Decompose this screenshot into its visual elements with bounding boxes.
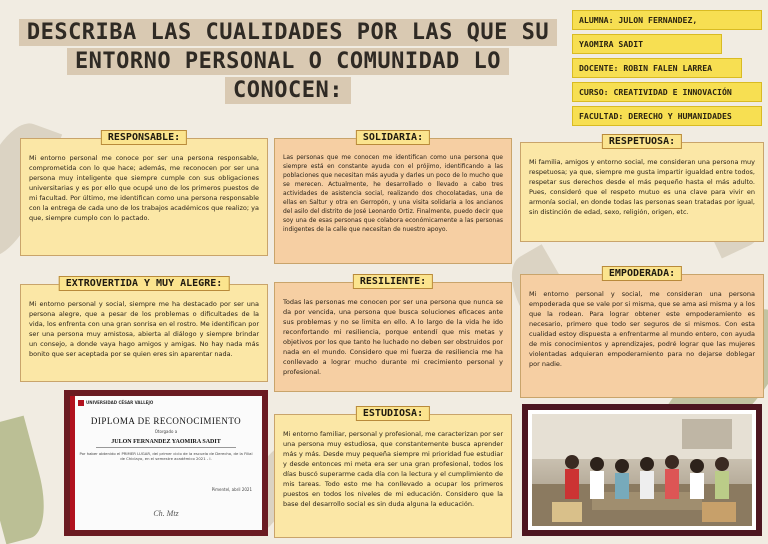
diploma-otorgado: Otorgado a: [154, 429, 178, 434]
info-student-2: YAOMIRA SADIT: [572, 34, 722, 54]
card-title: SOLIDARIA:: [356, 130, 430, 145]
card-text: Todas las personas me conocen por ser una persona que nunca se da por vencida, una persona que busca soluciones eficaces ante sus problemas y no se limita en ello. A lo largo de la vida he ido reconfortando mi resiliencia, porque entendí que mis metas y objetivos por los que tanto he luchado no deben ser obstruidos por nada en el mundo. Considero que mi fuerza de resiliencia me ha conllevado a lograr mucho durante mi crecimiento personal y profesional.: [283, 298, 503, 377]
diploma-body: Por haber obtenido el PRIMER LUGAR, del primer ciclo de la escuela de Derecho, de la Filial de Chiclayo, en el semestre académico 2021 - I.: [79, 451, 253, 462]
photo-illustration: [532, 414, 752, 526]
university-logo: UNIVERSIDAD CÉSAR VALLEJO: [78, 400, 254, 406]
card-text: Mi entorno personal y social, me consideran una persona empoderada que se vale por si misma, que se ama asi misma y a los que la rodean. Para lograr obtener este empoderamiento es necesario, primero que todo ser seguros de si mismos. Con esta cualidad estoy dispuesta a enfrentarme al mundo entero, con ayuda de mis conocimientos y aprendizajes, podré lograr que las mujeres violentadas adquieran empoderamiento para no dejarse doblegar por nadie.: [529, 290, 755, 369]
card-text: Mi entorno personal me conoce por ser una persona responsable, comprometida con lo que hace; además, me reconocen por ser una persona muy inteligente que siempre cumple con sus obligaciones universitarias y es por ello que ocupé uno de los primeros puestos de mi facultad. Por último, me identifican como una persona responsable con la entrega de cada uno de los trabajos académicos que realizo; ya que, siempre cumplo con lo pactado.: [29, 154, 259, 223]
diploma-recipient: JULON FERNANDEZ YAOMIRA SADIT: [111, 439, 221, 445]
group-photo: [522, 404, 762, 536]
divider: [96, 447, 237, 448]
diploma-ribbon: [70, 396, 75, 530]
card-text: Mi entorno personal y social, siempre me ha destacado por ser una persona alegre, que a pesar de los problemas o dificultades de la vida, los enfrenta con una gran sonrisa en el rostro. Me identifican por ser una persona muy amistosa, abierta al diálogo y siempre brindar un consejo, a donde vaya hago amigos y amigas. No hay nada más bonito que ser aceptada por se quien eres sin aparentar nada.: [29, 300, 259, 359]
card-title: RESPONSABLE:: [101, 130, 187, 145]
card-text: Mi familia, amigos y entorno social, me consideran una persona muy respetuosa; ya que, siempre me gusta impartir igualdad entre todos, respetar sus derechos desde el más pequeño hasta el más adulto. Pues, consideró que el respeto mutuo es una clave para vivir en armonía social, en donde todas las personas sean tratadas por igual, sin distinción de edad, sexo, religión, origen, etc.: [529, 158, 755, 217]
card-resiliente: [274, 276, 512, 392]
diploma-date: Pimentel, abril 2021: [211, 487, 252, 492]
card-title: EMPODERADA:: [602, 266, 682, 281]
card-title: RESPETUOSA:: [602, 134, 682, 149]
title-line-2: ENTORNO PERSONAL O COMUNIDAD LO: [67, 48, 509, 75]
student-info: [572, 10, 762, 130]
diploma-title: DIPLOMA DE RECONOCIMIENTO: [90, 416, 242, 426]
card-text: Mi entorno familiar, personal y profesional, me caracterizan por ser una persona muy estudiosa, que constantemente busca aprender más y más. Desde muy pequeña siempre mi prioridad fue estudiar y desde entonces mi meta era ser una gran profesional, todos los días buscó superarme cada día con la lectura y el cumplimiento de mis tareas. Todo esto me ha conllevado a ocupar los primeros puestos en todos los niveles de mi educación. Considero que la base del desarrollo social es sin duda alguna la educación.: [283, 430, 503, 509]
info-faculty: FACULTAD: DERECHO Y HUMANIDADES: [572, 106, 762, 126]
photo-content: [532, 414, 752, 526]
title-line-1: DESCRIBA LAS CUALIDADES POR LAS QUE SU: [19, 19, 557, 46]
info-teacher: DOCENTE: ROBIN FALEN LARREA: [572, 58, 742, 78]
card-respetuosa: [520, 136, 764, 242]
card-empoderada: [520, 268, 764, 398]
diploma-sheet: [70, 396, 262, 530]
card-title: ESTUDIOSA:: [356, 406, 430, 421]
diploma-image: [64, 390, 268, 536]
leaf-decoration: [0, 416, 55, 544]
card-title: RESILIENTE:: [353, 274, 433, 289]
card-estudiosa: [274, 408, 512, 538]
page-title: [18, 18, 558, 105]
card-title: EXTROVERTIDA Y MUY ALEGRE:: [59, 276, 230, 291]
card-solidaria: [274, 132, 512, 264]
card-text: Las personas que me conocen me identifican como una persona que siempre está en constante ayuda con el prójimo, identificando a las poblaciones que necesitan más ayuda y darles un poco de lo mucho que se merecen. Actualmente, he desarrollado o llevado a cabo tres actividades de asistencia social, realizando dos chocolatadas, una de ellas en Saltur y otra en Gerropón, y una visita solidaria a los ancianos del asilo del distrito de José Leonardo Ortiz. Finalmente, puedo decir que soy una de esas personas que colabora económicamente a las personas indigentes de la calle que necesitan de nuestro apoyo.: [283, 154, 503, 233]
card-extrovertida: [20, 278, 268, 382]
diploma-signature: Ch. Mtz: [153, 509, 179, 518]
info-student: ALUMNA: JULON FERNANDEZ,: [572, 10, 762, 30]
info-course: CURSO: CREATIVIDAD E INNOVACIÓN: [572, 82, 762, 102]
title-line-3: CONOCEN:: [225, 77, 351, 104]
card-responsable: [20, 132, 268, 256]
